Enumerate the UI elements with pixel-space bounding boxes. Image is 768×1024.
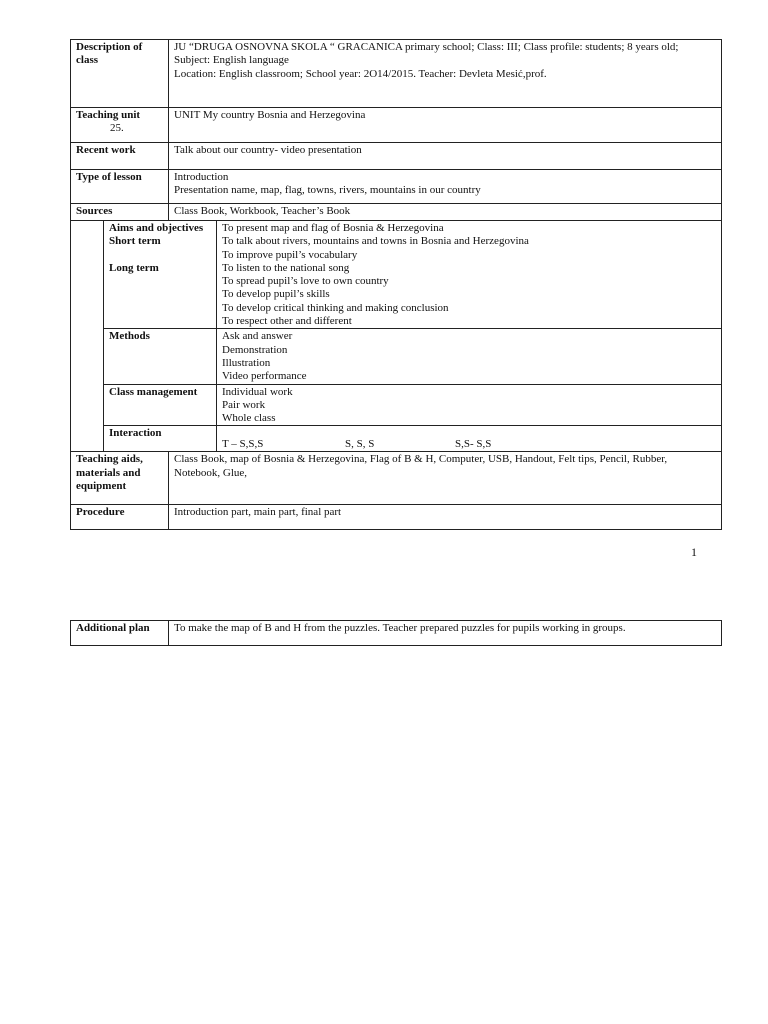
lesson-plan-table: [70, 39, 722, 530]
aim-item: To talk about rivers, mountains and towns in Bosnia and Herzegovina: [222, 235, 529, 248]
row-procedure: [71, 505, 722, 530]
type-of-lesson-label: Type of lesson: [71, 170, 169, 204]
type-of-lesson-line-2: Presentation name, map, flag, towns, rivers, mountains in our country: [174, 184, 481, 197]
teaching-unit-value: UNIT My country Bosnia and Herzegovina: [169, 108, 722, 143]
indent-cell: [71, 221, 104, 452]
additional-plan-table: [70, 620, 722, 646]
sources-value: Class Book, Workbook, Teacher’s Book: [169, 204, 722, 221]
class-management-label: Class management: [104, 384, 217, 426]
aims-list: [217, 221, 722, 329]
row-recent-work: [71, 143, 722, 170]
recent-work-value: Talk about our country- video presentation: [169, 143, 722, 170]
management-item: Pair work: [222, 398, 266, 411]
row-teaching-unit: [71, 108, 722, 143]
teaching-aids-label: Teaching aids, materials and equipment: [71, 452, 169, 505]
recent-work-label: Recent work: [71, 143, 169, 170]
row-description: [71, 40, 722, 108]
method-item: Ask and answer: [222, 330, 293, 343]
aim-item: To spread pupil’s love to own country: [222, 275, 389, 288]
interaction-values: [217, 426, 722, 452]
type-of-lesson-line-1: Introduction: [174, 171, 229, 183]
management-item: Whole class: [222, 412, 276, 425]
aim-item: To improve pupil’s vocabulary: [222, 248, 358, 261]
interaction-item: S,S- S,S: [455, 438, 492, 451]
short-term-label: Short term: [109, 235, 161, 248]
teaching-unit-label-cell: [71, 108, 169, 143]
description-line-1: JU “DRUGA OSNOVNA SKOLA “ GRACANICA primary school; Class: III; Class profile: students; 8 years old; Subject: English language: [174, 41, 679, 67]
row-type-of-lesson: [71, 170, 722, 204]
description-label: Description of class: [71, 40, 169, 108]
row-aims: [71, 221, 722, 329]
additional-plan-label: Additional plan: [71, 621, 169, 646]
methods-list: [217, 329, 722, 384]
additional-plan-value: To make the map of B and H from the puzzles. Teacher prepared puzzles for pupils working in groups.: [169, 621, 722, 646]
method-item: Illustration: [222, 356, 271, 369]
procedure-value: Introduction part, main part, final part: [169, 505, 722, 530]
aim-item: To develop critical thinking and making conclusion: [222, 301, 449, 314]
aims-label-cell: [104, 221, 217, 329]
methods-label: Methods: [104, 329, 217, 384]
row-class-management: [71, 384, 722, 426]
management-item: Individual work: [222, 385, 293, 398]
interaction-item: T – S,S,S: [222, 438, 264, 451]
procedure-label: Procedure: [71, 505, 169, 530]
row-methods: [71, 329, 722, 384]
row-additional-plan: [71, 621, 722, 646]
method-item: Demonstration: [222, 343, 288, 356]
aim-item: To listen to the national song: [222, 261, 350, 274]
description-line-2: Location: English classroom; School year: 2O14/2015. Teacher: Devleta Mesić,prof.: [174, 67, 547, 80]
aims-label: Aims and objectives: [109, 222, 204, 234]
teaching-unit-label: Teaching unit: [76, 109, 141, 121]
page-number: 1: [691, 545, 697, 559]
method-item: Video performance: [222, 370, 307, 383]
interaction-label: Interaction: [104, 426, 217, 452]
class-management-list: [217, 384, 722, 426]
teaching-unit-number: 25.: [110, 122, 124, 135]
long-term-label: Long term: [109, 261, 159, 274]
row-sources: [71, 204, 722, 221]
type-of-lesson-value: [169, 170, 722, 204]
aim-item: To respect other and different: [222, 315, 352, 328]
row-interaction: [71, 426, 722, 452]
sources-label: Sources: [71, 204, 169, 221]
interaction-item: S, S, S: [345, 438, 375, 451]
teaching-aids-value: Class Book, map of Bosnia & Herzegovina, Flag of B & H, Computer, USB, Handout, Felt tips, Pencil, Rubber, Notebook, Glue,: [169, 452, 722, 505]
aim-item: To develop pupil’s skills: [222, 288, 330, 301]
aim-item: To present map and flag of Bosnia & Herzegovina: [222, 222, 444, 234]
description-value: [169, 40, 722, 108]
row-teaching-aids: [71, 452, 722, 505]
